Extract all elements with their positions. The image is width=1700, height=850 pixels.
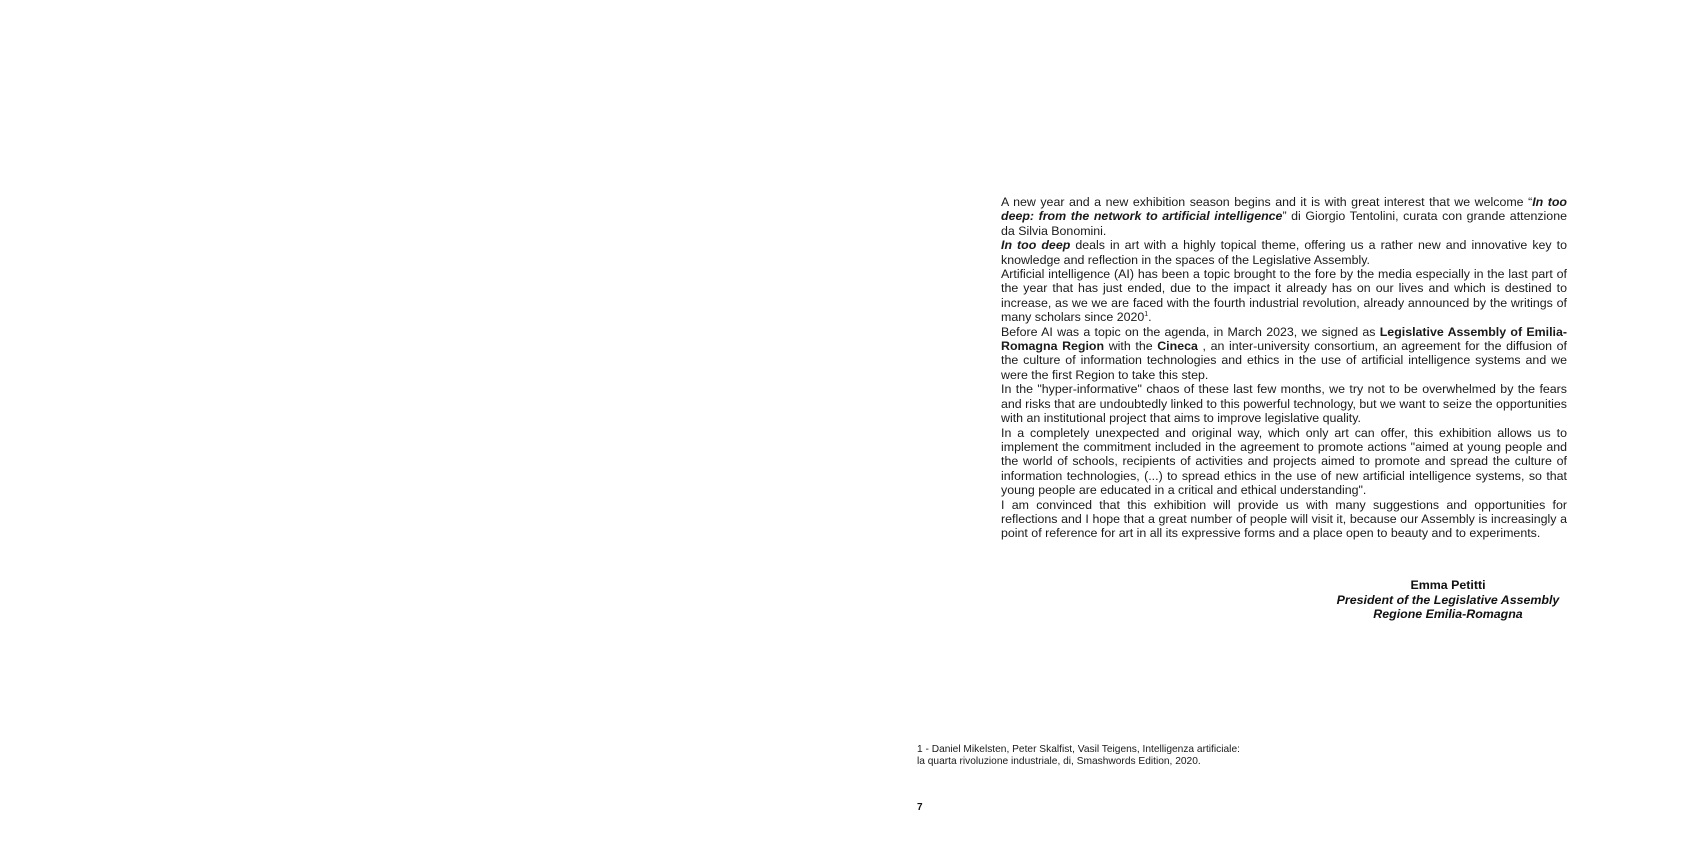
signature-block bbox=[1288, 578, 1608, 622]
agreement-text-mid: with the bbox=[1104, 339, 1158, 354]
agreement-text-end: , an inter-university consortium, an agreement for the diffusion of the culture of information technologies and ethics in the use of artificial intelligence systems and we were the first Region to take this step. bbox=[1001, 339, 1567, 382]
paragraph-hyper-informative: In the "hyper-informative" chaos of these last few months, we try not to be overwhelmed by the fears and risks that are undoubtedly linked to this powerful technology, but we want to seize the opportunities with an institutional project that aims to improve legislative quality. bbox=[1001, 382, 1567, 426]
intro-text-end: ” di Giorgio Tentolini, curata con grande attenzione da Silvia Bonomini. bbox=[1001, 209, 1567, 238]
paragraph-ai bbox=[1001, 267, 1567, 325]
footnote bbox=[917, 744, 1337, 769]
paragraph-conclusion: I am convinced that this exhibition will provide us with many suggestions and opportunities for reflections and I hope that a great number of people will visit it, because our Assembly is increasingly a point of reference for art in all its expressive forms and a place open to beauty and to experiments. bbox=[1001, 497, 1567, 541]
cineca-name: Cineca bbox=[1157, 339, 1198, 354]
agreement-text-start: Before AI was a topic on the agenda, in March 2023, we signed as bbox=[1001, 324, 1380, 339]
page-number: 7 bbox=[917, 802, 923, 813]
paragraph-intro bbox=[1001, 195, 1567, 238]
intro-text: A new year and a new exhibition season begins and it is with great interest that we welcome “ bbox=[1001, 195, 1533, 209]
signatory-name: Emma Petitti bbox=[1410, 578, 1486, 592]
assembly-name: Legislative Assembly of Emilia-Romagna Region bbox=[1001, 324, 1567, 354]
footnote-line-1: 1 - Daniel Mikelsten, Peter Skalfist, Vasil Teigens, Intelligenza artificiale: bbox=[917, 744, 1240, 755]
footnote-line-2: la quarta rivoluzione industriale, di, Smashwords Edition, 2020. bbox=[917, 756, 1201, 768]
body-text bbox=[1001, 195, 1567, 541]
paragraph-in-too-deep bbox=[1001, 238, 1567, 267]
footnote-reference: 1 bbox=[1144, 311, 1149, 319]
ai-text-end: . bbox=[1148, 310, 1152, 325]
in-too-deep-text: deals in art with a highly topical theme, offering us a rather new and innovative key to knowledge and reflection in the spaces of the Legislative Assembly. bbox=[1001, 238, 1567, 267]
exhibition-short-title: In too deep bbox=[1001, 238, 1071, 253]
ai-text: Artificial intelligence (AI) has been a topic brought to the fore by the media especially in the last part of the year that has just ended, due to the impact it already has on our lives and which is destined to increase, as we we are faced with the fourth industrial revolution, already announced by the writings of many scholars since 2020 bbox=[1001, 267, 1567, 325]
signatory-region: Regione Emilia-Romagna bbox=[1373, 607, 1523, 622]
signatory-role: President of the Legislative Assembly bbox=[1336, 592, 1560, 607]
paragraph-agreement bbox=[1001, 325, 1567, 383]
exhibition-title: In too deep: from the network to artificial intelligence bbox=[1001, 195, 1568, 224]
paragraph-exhibition-commitment: In a completely unexpected and original way, which only art can offer, this exhibition allows us to implement the commitment included in the agreement to promote actions "aimed at young people and the world of schools, recipients of activities and projects aimed to promote and spread the culture of information technologies, (...) to spread ethics in the use of new artificial intelligence systems, so that young people are educated in a critical and ethical understanding". bbox=[1001, 425, 1567, 498]
